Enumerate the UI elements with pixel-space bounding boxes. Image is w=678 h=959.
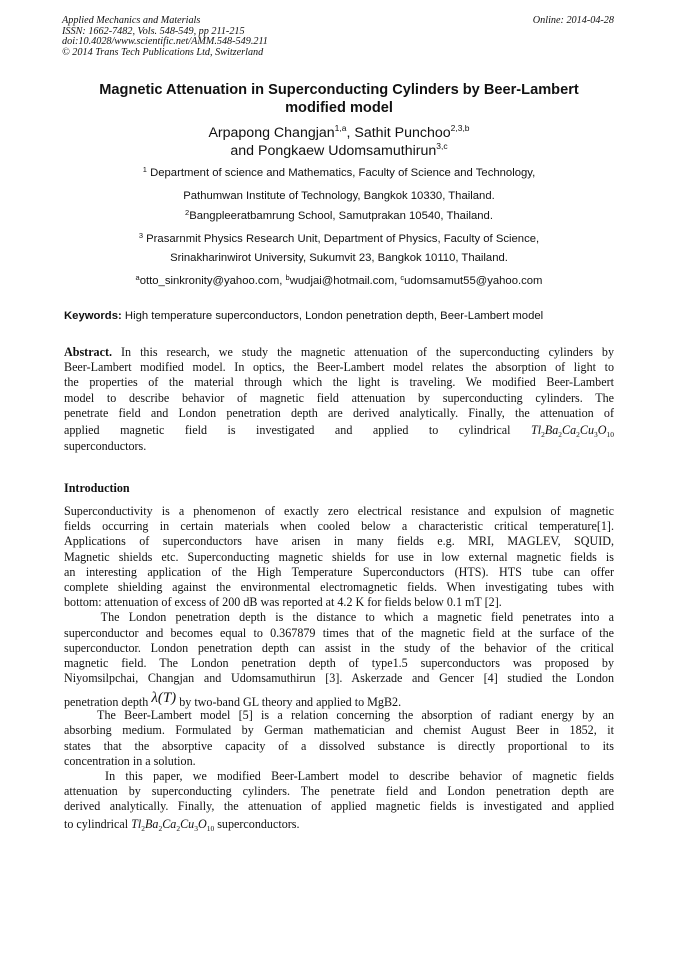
abstract-label: Abstract. xyxy=(64,345,113,359)
author-affil-mark: 3,c xyxy=(436,141,448,151)
keywords xyxy=(64,309,543,323)
author-affil-mark: 2,3,b xyxy=(450,123,470,133)
affiliation-1-line-2: Pathumwan Institute of Technology, Bangkok 10330, Thailand. xyxy=(183,190,495,202)
title-line-2: modified model xyxy=(285,99,393,116)
author-affil-mark: 1,a xyxy=(334,123,347,133)
formula-tl2ba2ca2cu3o10: $Tl_2Ba_2Ca_2Cu_3O_{10}$ xyxy=(530,422,614,439)
doi-line: doi:10.4028/www.scientific.net/AMM.548-549.211 xyxy=(62,36,268,48)
abstract-line: model to describe behavior of magnetic field attenuation by superconducting cylinders. The xyxy=(64,390,614,405)
intro-line: superconductor. London penetration depth can assist in the study of the behavior of the critical xyxy=(64,640,614,655)
email-link[interactable]: udomsamut55@yahoo.com xyxy=(404,275,543,287)
intro-line: Niyomsilpchai, Changjan and Udomsamuthirun [3]. Askerzade and Gencer [4] studied the London xyxy=(64,671,614,686)
authors-line-1 xyxy=(50,124,628,142)
intro-line: states that the absorptive capacity of a dissolved substance is directly proportional to its xyxy=(64,738,614,753)
intro-line: penetration depth λ(T) by two-band GL theory and applied to MgB2. xyxy=(64,690,402,710)
intro-line: Applications of superconductors have arisen in many fields e.g. MRI, MAGLEV, SQUID, xyxy=(64,534,614,549)
online-date: Online: 2014-04-28 xyxy=(532,15,614,26)
intro-line: bottom: attenuation of excess of 200 dB was reported at 4.2 K for fields below 0.1 mT [2]. xyxy=(64,595,502,610)
abstract-line: penetrate field and London penetration depth are derived analytically. Finally, the attenuation of xyxy=(64,405,614,420)
copyright-line: © 2014 Trans Tech Publications Ltd, Switzerland xyxy=(62,46,264,58)
author-list xyxy=(50,124,628,160)
intro-line: magnetic field. The London penetration depth of type1.5 superconductors was proposed by xyxy=(64,655,614,670)
intro-line: Superconductivity is a phenomenon of exactly zero electrical resistance and expulsion of magnetic xyxy=(64,504,614,518)
authors-line-2 xyxy=(50,142,628,160)
email-addresses: $^a$otto_sinkronity@yahoo.com, $^b$wudjai@hotmail.com, $^c$udomsamut55@yahoo.com xyxy=(135,273,543,287)
intro-line: superconductor and becomes equal to 0.367879 times that of the magnetic field at the surface of the xyxy=(64,625,614,640)
affiliation-3-line-1: $^3$ Prasarnmit Physics Research Unit, Department of Physics, Faculty of Science, xyxy=(138,231,540,245)
intro-line: concentration in a solution. xyxy=(64,753,196,768)
intro-line: The London penetration depth is the distance to which a magnetic field penetrates into a xyxy=(64,610,614,625)
author-name: Arpapong Changjan xyxy=(208,125,335,141)
intro-line: Magnetic shields etc. Superconducting magnetic shields for use in low external magnetic fields is xyxy=(64,549,614,564)
author-name: Pongkaew Udomsamuthirun xyxy=(258,143,437,159)
formula-tl2ba2ca2cu3o10: $Tl_2Ba_2Ca_2Cu_3O_{10}$ xyxy=(131,816,215,833)
abstract-line: Abstract. In this research, we study the magnetic attenuation of the superconducting cylinders by xyxy=(64,345,614,359)
email-link[interactable]: wudjai@hotmail.com, xyxy=(289,275,401,287)
intro-line: absorbing medium. Formulated by German mathematician and chemist August Beer in 1852, it xyxy=(64,723,614,738)
author-name: Sathit Punchoo xyxy=(354,125,451,141)
abstract-line: the properties of the material through which the light is traveling. We modified Beer-Lambert xyxy=(64,375,614,390)
author-and: and xyxy=(230,143,259,159)
lambda-t-symbol: λ(T) xyxy=(151,690,177,707)
intro-line: to cylindrical $Tl_2Ba_2Ca_2Cu_3O_{10}$ superconductors. xyxy=(64,816,300,833)
keywords-text: High temperature superconductors, London penetration depth, Beer-Lambert model xyxy=(121,310,544,322)
affil-mark: 3 xyxy=(138,231,143,240)
introduction-body xyxy=(64,504,614,833)
abstract xyxy=(64,345,614,454)
intro-line: derived analytically. Finally, the attenuation of applied magnetic fields is investigated and applied xyxy=(64,799,614,814)
abstract-line: applied magnetic field is investigated and applied to cylindrical $Tl_2Ba_2Ca_2Cu_3O_{10}$ xyxy=(64,422,614,439)
title-line-1: Magnetic Attenuation in Superconducting Cylinders by Beer-Lambert xyxy=(99,82,579,98)
intro-line: complete shielding against the environmental electromagnetic fields. When investigating tubes with xyxy=(64,579,614,594)
intro-line: The Beer-Lambert model [5] is a relation concerning the absorption of radiant energy by an xyxy=(64,708,614,723)
issn-line: ISSN: 1662-7482, Vols. 548-549, pp 211-215 xyxy=(62,25,245,37)
journal-name: Applied Mechanics and Materials xyxy=(62,15,201,26)
intro-line: In this paper, we modified Beer-Lambert model to describe behavior of magnetic fields xyxy=(64,769,614,783)
author-separator: , xyxy=(346,125,355,141)
affil-mark: 2 xyxy=(185,208,190,217)
intro-line: an interesting application of the High Temperature Superconductors (HTS). HTS tube can offer xyxy=(64,564,614,579)
affiliation-3-line-2: Srinakharinwirot University, Sukumvit 23, Bangkok 10110, Thailand. xyxy=(170,252,508,264)
keywords-label: Keywords: xyxy=(64,310,122,322)
abstract-line: Beer-Lambert modified model. In optics, the Beer-Lambert model relates the absorption of light to xyxy=(64,360,614,375)
affil-mark: 1 xyxy=(142,165,147,174)
abstract-line: superconductors. xyxy=(64,438,147,453)
paper-title xyxy=(50,82,628,117)
affiliation-2: $^2$Bangpleeratbamrung School, Samutprakan 10540, Thailand. xyxy=(185,208,493,222)
intro-line: attenuation by superconducting cylinders. The penetrate field and London penetration depth are xyxy=(64,784,614,799)
intro-line: fields occurring in certain materials when cooled below a characteristic critical temperature[1]. xyxy=(64,519,614,534)
journal-header xyxy=(62,16,268,58)
section-heading-introduction: Introduction xyxy=(64,481,130,495)
email-link[interactable]: otto_sinkronity@yahoo.com, xyxy=(139,275,286,287)
affiliation-1-line-1: $^1$ Department of science and Mathematics, Faculty of Science and Technology, xyxy=(142,165,536,179)
